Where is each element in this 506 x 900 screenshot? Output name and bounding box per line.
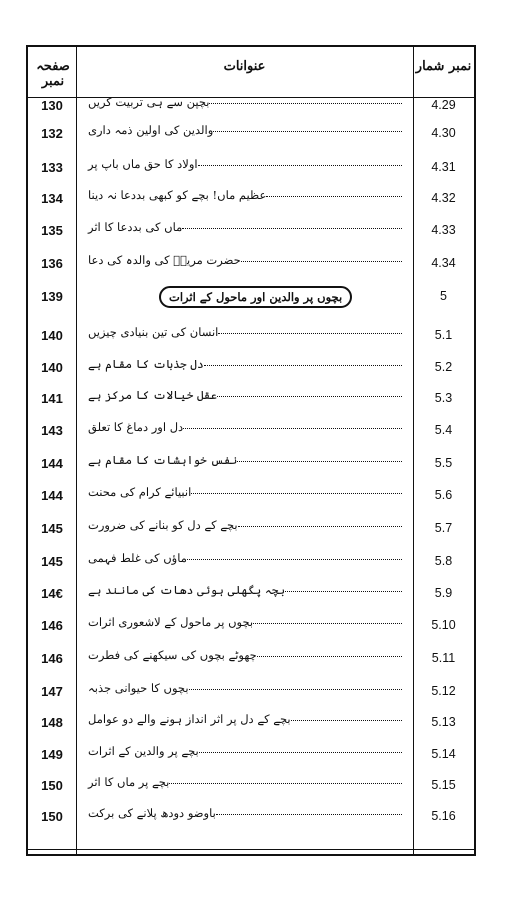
entry-title-text: حضرت مریمؑ کی والدہ کی دعا bbox=[88, 253, 241, 267]
chapter-heading: بچوں پر والدین اور ماحول کے اثرات bbox=[159, 286, 352, 308]
page-number: 149 bbox=[41, 747, 63, 762]
dot-leader bbox=[291, 720, 402, 721]
entry-title bbox=[88, 744, 406, 758]
entry-title bbox=[88, 806, 406, 820]
serial-number: 5.13 bbox=[431, 715, 456, 729]
table-row bbox=[28, 120, 474, 148]
entry-title-text: انسان کی تین بنیادی چیزیں bbox=[88, 325, 219, 339]
table-row bbox=[28, 385, 474, 413]
entry-title bbox=[88, 583, 406, 597]
dot-leader bbox=[217, 396, 402, 397]
entry-title bbox=[88, 485, 406, 499]
page-number: 148 bbox=[41, 715, 63, 730]
dot-leader bbox=[199, 752, 402, 753]
serial-number: 5.5 bbox=[434, 456, 453, 470]
entry-title-text: بچہ پگھلی ہوئی دھات کی مانند ہے bbox=[88, 583, 286, 597]
entry-title-text: بچے پر ماں کا اثر bbox=[88, 775, 170, 789]
dot-leader bbox=[169, 783, 402, 784]
page-number: 134 bbox=[41, 191, 63, 206]
serial-number: 5.4 bbox=[434, 423, 453, 437]
page-number: 144 bbox=[41, 456, 63, 471]
page-number: 146 bbox=[41, 651, 63, 666]
header-titles: عنوانات bbox=[223, 59, 266, 74]
serial-number: 4.30 bbox=[431, 126, 456, 140]
entry-title bbox=[88, 518, 406, 532]
dot-leader bbox=[198, 165, 402, 166]
table-frame bbox=[26, 45, 476, 856]
dot-leader bbox=[213, 131, 402, 132]
serial-number: 5.9 bbox=[434, 586, 453, 600]
entry-title-text: دل جذبات کا مقام ہے bbox=[88, 357, 204, 371]
dot-leader bbox=[266, 196, 402, 197]
entry-title bbox=[88, 388, 406, 402]
serial-number: 5.7 bbox=[434, 521, 453, 535]
entry-title-text: باوضو دودھ پلانے کی برکت bbox=[88, 806, 216, 820]
dot-leader bbox=[253, 623, 402, 624]
footer-divider bbox=[28, 849, 474, 850]
page-number: 132 bbox=[41, 126, 63, 141]
table-row bbox=[28, 283, 474, 311]
table-row bbox=[28, 217, 474, 245]
serial-number: 5.1 bbox=[434, 328, 453, 342]
serial-number: 4.29 bbox=[431, 98, 456, 112]
table-row bbox=[28, 450, 474, 478]
table-row bbox=[28, 185, 474, 213]
entry-title bbox=[88, 648, 406, 662]
entry-title bbox=[88, 551, 406, 565]
table-row bbox=[28, 612, 474, 640]
entry-title-text: والدین کی اولین ذمہ داری bbox=[88, 123, 214, 137]
entry-title bbox=[88, 253, 406, 267]
dot-leader bbox=[204, 365, 402, 366]
dot-leader bbox=[191, 493, 402, 494]
entry-title-text: بچے کے دل کو بنانے کی ضرورت bbox=[88, 518, 238, 532]
page-number: 14€ bbox=[41, 586, 63, 601]
page-number: 140 bbox=[41, 360, 63, 375]
serial-number: 4.33 bbox=[431, 223, 456, 237]
page-number: 144 bbox=[41, 488, 63, 503]
page-number: 150 bbox=[41, 809, 63, 824]
serial-number: 4.34 bbox=[431, 256, 456, 270]
table-row bbox=[28, 322, 474, 350]
dot-leader bbox=[257, 656, 402, 657]
serial-number: 5.16 bbox=[431, 809, 456, 823]
page-number: 143 bbox=[41, 423, 63, 438]
dot-leader bbox=[189, 689, 402, 690]
dot-leader bbox=[238, 526, 402, 527]
table-row bbox=[28, 772, 474, 800]
entry-title bbox=[88, 775, 406, 789]
entry-title bbox=[88, 157, 406, 171]
serial-number: 5.15 bbox=[431, 778, 456, 792]
page-number: 135 bbox=[41, 223, 63, 238]
entry-title-text: ماؤں کی غلط فہمی bbox=[88, 551, 187, 565]
table-row bbox=[28, 92, 474, 120]
table-row bbox=[28, 250, 474, 278]
page-number: 140 bbox=[41, 328, 63, 343]
entry-title bbox=[88, 681, 406, 695]
serial-number: 5.14 bbox=[431, 747, 456, 761]
entry-title bbox=[88, 420, 406, 434]
serial-number: 4.31 bbox=[431, 160, 456, 174]
dot-leader bbox=[218, 333, 402, 334]
serial-number: 5.11 bbox=[431, 651, 456, 665]
entry-title bbox=[88, 357, 406, 371]
dot-leader bbox=[285, 591, 402, 592]
table-row bbox=[28, 548, 474, 576]
entry-title-text: دل اور دماغ کا تعلق bbox=[88, 420, 184, 434]
serial-number: 5.10 bbox=[431, 618, 456, 632]
entry-title bbox=[88, 188, 406, 202]
entry-title-text: ماں کی بددعا کا اثر bbox=[88, 220, 183, 234]
page-number: 146 bbox=[41, 618, 63, 633]
entry-title-text: انبیائے کرام کی محنت bbox=[88, 485, 192, 499]
dot-leader bbox=[209, 103, 402, 104]
table-row bbox=[28, 354, 474, 382]
table-row bbox=[28, 417, 474, 445]
entry-title-text: عقل خیالات کا مرکز ہے bbox=[88, 388, 218, 402]
entry-title-text: عظیم ماں! بچے کو کبھی بددعا نہ دینا bbox=[88, 188, 267, 202]
serial-number: 5.6 bbox=[434, 488, 453, 502]
table-row bbox=[28, 741, 474, 769]
table-row bbox=[28, 803, 474, 831]
table-row bbox=[28, 580, 474, 608]
entry-title bbox=[88, 712, 406, 726]
page-number: 145 bbox=[41, 554, 63, 569]
entry-title bbox=[88, 123, 406, 137]
serial-number: 4.32 bbox=[431, 191, 456, 205]
serial-number: 5 bbox=[440, 289, 447, 303]
page-number: 139 bbox=[41, 289, 63, 304]
table-row bbox=[28, 482, 474, 510]
page-number: 130 bbox=[41, 98, 63, 113]
header-page-number: صفحہ نمبر bbox=[36, 59, 70, 89]
page-number: 136 bbox=[41, 256, 63, 271]
dot-leader bbox=[183, 428, 402, 429]
entry-title-text: بچوں پر ماحول کے لاشعوری اثرات bbox=[88, 615, 254, 629]
table-row bbox=[28, 709, 474, 737]
serial-number: 5.12 bbox=[431, 684, 456, 698]
table-row bbox=[28, 154, 474, 182]
page-number: 147 bbox=[41, 684, 63, 699]
page-number: 145 bbox=[41, 521, 63, 536]
entry-title-text: بچے پر والدین کے اثرات bbox=[88, 744, 199, 758]
dot-leader bbox=[187, 559, 402, 560]
header-serial-number: نمبر شمار bbox=[415, 59, 472, 74]
dot-leader bbox=[237, 461, 402, 462]
dot-leader bbox=[216, 814, 402, 815]
page-number: 141 bbox=[41, 391, 63, 406]
serial-number: 5.2 bbox=[434, 360, 453, 374]
entry-title-text: چھوٹے بچوں کی سیکھنے کی فطرت bbox=[88, 648, 257, 662]
entry-title-text: بچپن سے ہی تربیت کریں bbox=[88, 95, 210, 109]
dot-leader bbox=[182, 228, 402, 229]
page-number: 133 bbox=[41, 160, 63, 175]
entry-title-text: بچوں کا حیوانی جذبہ bbox=[88, 681, 189, 695]
entry-title bbox=[88, 453, 406, 467]
serial-number: 5.3 bbox=[434, 391, 453, 405]
entry-title bbox=[88, 95, 406, 109]
table-row bbox=[28, 645, 474, 673]
entry-title bbox=[88, 325, 406, 339]
entry-title bbox=[88, 220, 406, 234]
page-number: 150 bbox=[41, 778, 63, 793]
entry-title-text: اولاد کا حق ماں باپ پر bbox=[88, 157, 198, 171]
serial-number: 5.8 bbox=[434, 554, 453, 568]
entry-title bbox=[88, 615, 406, 629]
entry-title-text: نفس خواہشات کا مقام ہے bbox=[88, 453, 238, 467]
entry-title-text: بچے کے دل پر اثر انداز ہونے والے دو عوامل bbox=[88, 712, 291, 726]
table-row bbox=[28, 515, 474, 543]
dot-leader bbox=[241, 261, 402, 262]
table-row bbox=[28, 678, 474, 706]
